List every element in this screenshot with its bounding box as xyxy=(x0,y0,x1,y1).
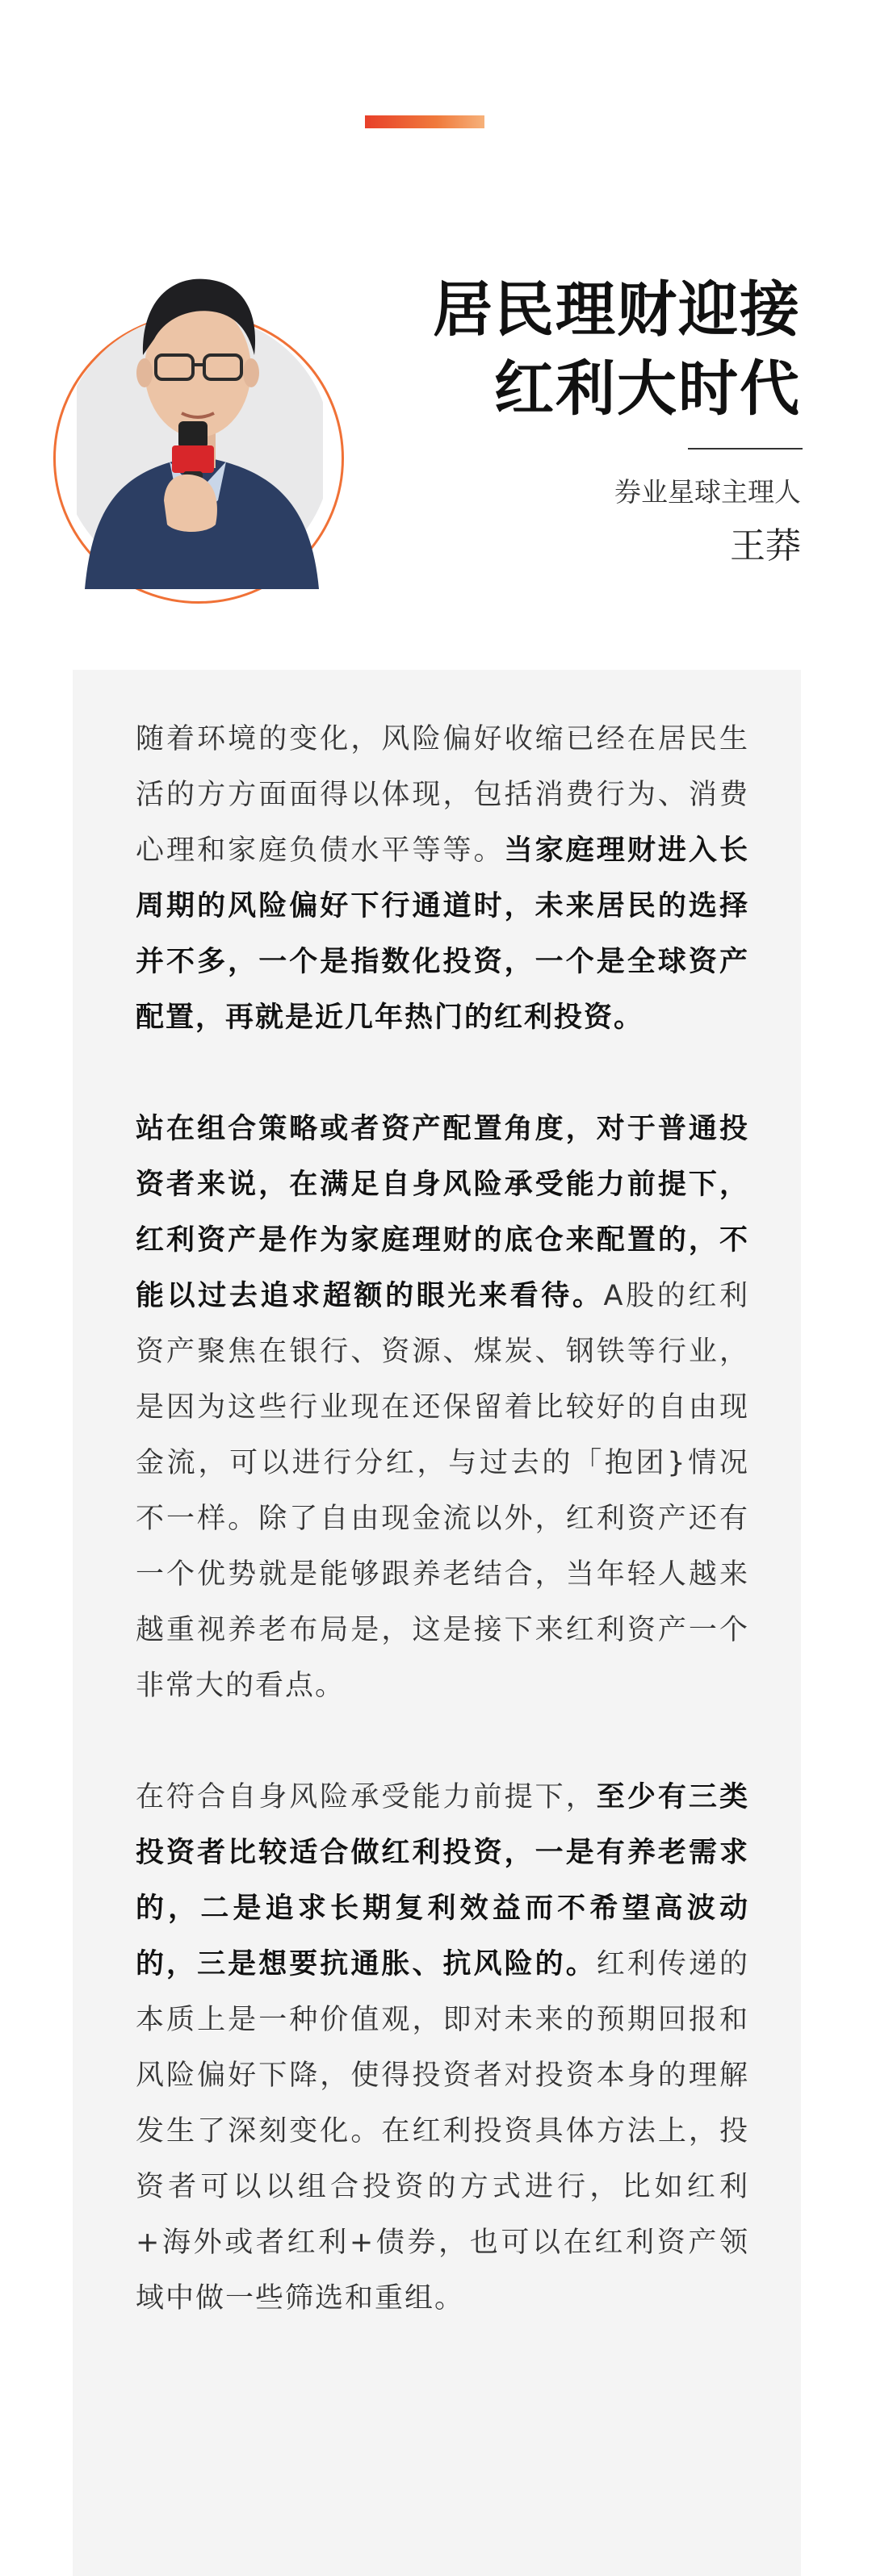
author-portrait xyxy=(77,234,323,589)
paragraph-3-text-2: 红利传递的本质上是一种价值观，即对未来的预期回报和风险偏好下降，使得投资者对投资本身的理解发生了深刻变化。在红利投资具体方法上，投资者可以以组合投资的方式进行，比如红利+海外或者红利+债券，也可以在红利资产领域中做一些筛选和重组。 xyxy=(136,1948,749,2315)
paragraph-2-bold-1: 站在组合策略或者资产配置角度，对于普通投资者来说，在满足自身风险承受能力前提下，红利资产是作为家庭理财的底仓来配置的，不能以过去追求超额的眼光来看待。 xyxy=(136,1113,749,1312)
accent-bar xyxy=(365,115,484,128)
author-org: 券业星球主理人 xyxy=(614,476,801,508)
page-title xyxy=(381,270,801,429)
paragraph-3-bold-1: 至少有三类投资者比较适合做红利投资，一是有养老需求的，二是追求长期复利效益而不希望高波动的，三是想要抗通胀、抗风险的。 xyxy=(136,1781,749,1980)
paragraph-3 xyxy=(136,1770,749,2327)
author-name: 王莽 xyxy=(730,525,801,567)
paragraph-2-text-1: A股的红利资产聚焦在银行、资源、煤炭、钢铁等行业，是因为这些行业现在还保留着比较好的自由现金流，可以进行分红，与过去的「抱团}情况不一样。除了自由现金流以外，红利资产还有一个优势就是能够跟养老结合，当年轻人越来越重视养老布局是，这是接下来红利资产一个非常大的看点。 xyxy=(136,1280,749,1702)
title-divider xyxy=(688,448,803,450)
article-body xyxy=(136,712,749,2382)
paragraph-2 xyxy=(136,1102,749,1714)
paragraph-1 xyxy=(136,712,749,1046)
title-line-2: 红利大时代 xyxy=(494,354,801,424)
paragraph-1-text-1: 随着环境的变化，风险偏好收缩已经在居民生活的方方面面得以体现，包括消费行为、消费心理和家庭负债水平等等。 xyxy=(136,723,749,867)
paragraph-1-bold-1: 当家庭理财进入长周期的风险偏好下行通道时，未来居民的选择并不多，一个是指数化投资，一个是全球资产配置，再就是近几年热门的红利投资。 xyxy=(136,834,749,1034)
paragraph-3-text-1: 在符合自身风险承受能力前提下， xyxy=(136,1781,597,1813)
title-line-1: 居民理财迎接 xyxy=(433,275,801,345)
